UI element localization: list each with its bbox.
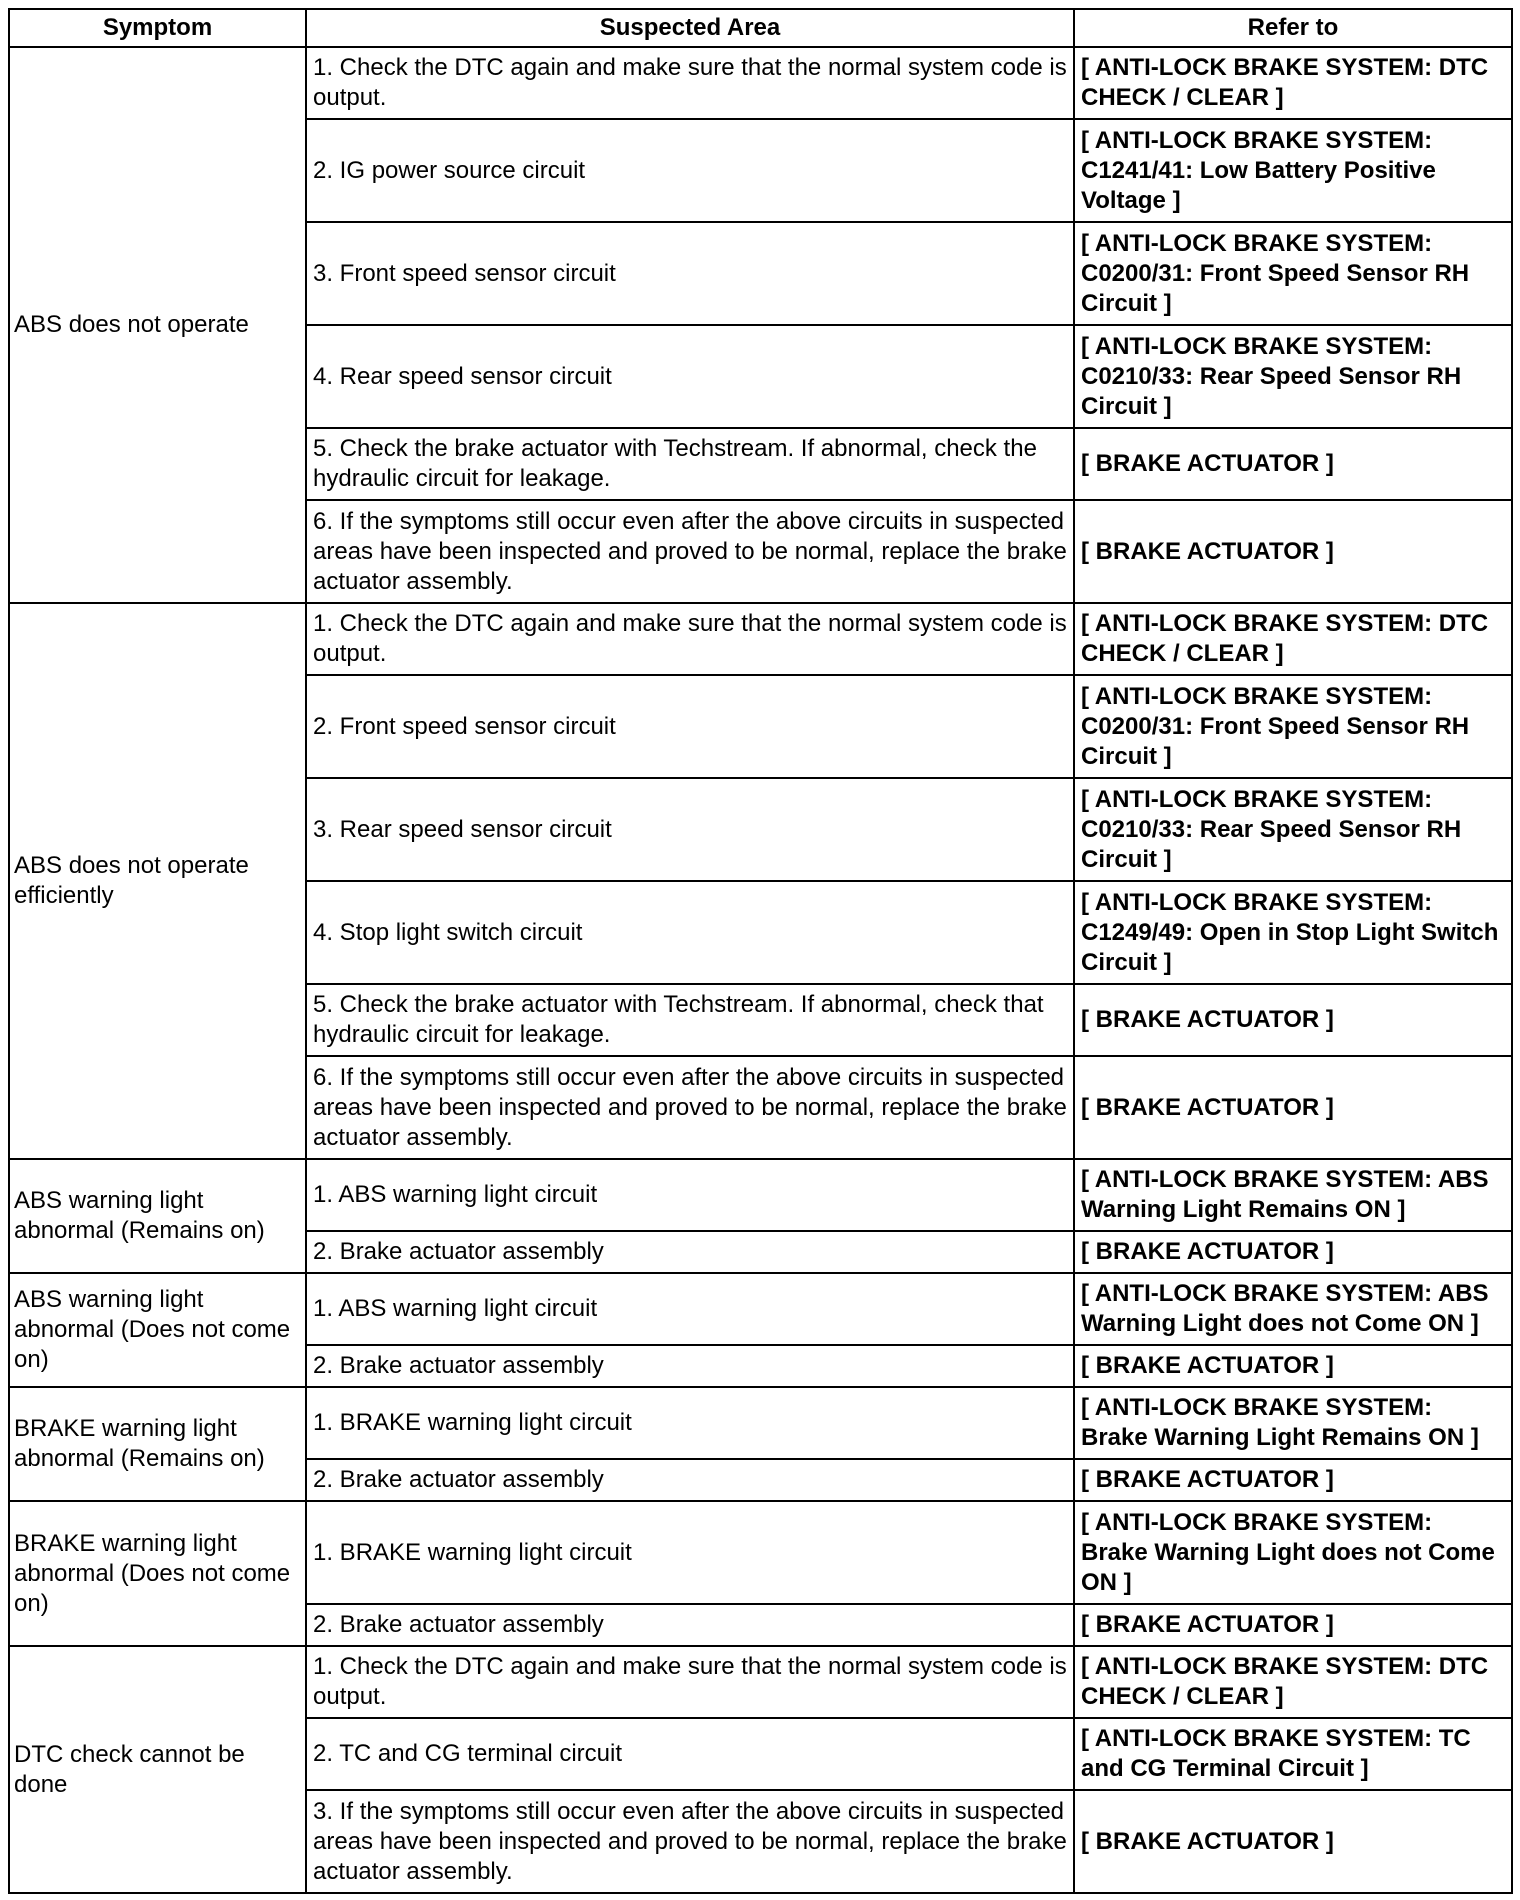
refer-to-link[interactable]: [ ANTI-LOCK BRAKE SYSTEM: ABS Warning Light Remains ON ] [1074,1159,1512,1231]
suspected-area-cell: 2. Brake actuator assembly [306,1231,1074,1273]
refer-to-link[interactable]: [ ANTI-LOCK BRAKE SYSTEM: TC and CG Terminal Circuit ] [1074,1718,1512,1790]
suspected-area-cell: 3. Front speed sensor circuit [306,222,1074,325]
table-row [9,1273,1512,1345]
suspected-area-cell: 2. Brake actuator assembly [306,1604,1074,1646]
symptom-cell: ABS does not operate [9,47,306,603]
suspected-area-cell: 1. BRAKE warning light circuit [306,1387,1074,1459]
suspected-area-cell: 6. If the symptoms still occur even after the above circuits in suspected areas have been inspected and proved to be normal, replace the brake actuator assembly. [306,500,1074,603]
suspected-area-cell: 2. Brake actuator assembly [306,1345,1074,1387]
refer-to-link[interactable]: [ ANTI-LOCK BRAKE SYSTEM: DTC CHECK / CLEAR ] [1074,1646,1512,1718]
suspected-area-cell: 3. If the symptoms still occur even after the above circuits in suspected areas have been inspected and proved to be normal, replace the brake actuator assembly. [306,1790,1074,1893]
refer-to-link[interactable]: [ ANTI-LOCK BRAKE SYSTEM: C0200/31: Front Speed Sensor RH Circuit ] [1074,675,1512,778]
symptom-cell: ABS warning light abnormal (Does not come on) [9,1273,306,1387]
refer-to-link[interactable]: [ ANTI-LOCK BRAKE SYSTEM: ABS Warning Light does not Come ON ] [1074,1273,1512,1345]
problem-symptoms-table [8,8,1513,1894]
table-row [9,1387,1512,1459]
refer-to-link[interactable]: [ BRAKE ACTUATOR ] [1074,984,1512,1056]
refer-to-link[interactable]: [ ANTI-LOCK BRAKE SYSTEM: DTC CHECK / CLEAR ] [1074,47,1512,119]
refer-to-link[interactable]: [ BRAKE ACTUATOR ] [1074,1459,1512,1501]
refer-to-link[interactable]: [ BRAKE ACTUATOR ] [1074,1231,1512,1273]
suspected-area-cell: 5. Check the brake actuator with Techstream. If abnormal, check that hydraulic circuit for leakage. [306,984,1074,1056]
table-row [9,1501,1512,1604]
suspected-area-cell: 1. Check the DTC again and make sure that the normal system code is output. [306,1646,1074,1718]
table-row [9,603,1512,675]
header-row [9,9,1512,47]
symptom-cell: BRAKE warning light abnormal (Remains on) [9,1387,306,1501]
suspected-area-cell: 5. Check the brake actuator with Techstream. If abnormal, check the hydraulic circuit for leakage. [306,428,1074,500]
refer-to-link[interactable]: [ ANTI-LOCK BRAKE SYSTEM: DTC CHECK / CLEAR ] [1074,603,1512,675]
suspected-area-cell: 4. Rear speed sensor circuit [306,325,1074,428]
suspected-area-cell: 4. Stop light switch circuit [306,881,1074,984]
table-row [9,1159,1512,1231]
symptom-cell: DTC check cannot be done [9,1646,306,1893]
header-suspected-area: Suspected Area [306,9,1074,47]
suspected-area-cell: 2. Brake actuator assembly [306,1459,1074,1501]
refer-to-link[interactable]: [ BRAKE ACTUATOR ] [1074,428,1512,500]
suspected-area-cell: 1. BRAKE warning light circuit [306,1501,1074,1604]
refer-to-link[interactable]: [ ANTI-LOCK BRAKE SYSTEM: C0200/31: Front Speed Sensor RH Circuit ] [1074,222,1512,325]
symptom-cell: BRAKE warning light abnormal (Does not come on) [9,1501,306,1646]
suspected-area-cell: 1. ABS warning light circuit [306,1273,1074,1345]
header-refer-to: Refer to [1074,9,1512,47]
refer-to-link[interactable]: [ BRAKE ACTUATOR ] [1074,1604,1512,1646]
suspected-area-cell: 2. Front speed sensor circuit [306,675,1074,778]
suspected-area-cell: 2. IG power source circuit [306,119,1074,222]
refer-to-link[interactable]: [ ANTI-LOCK BRAKE SYSTEM: C0210/33: Rear Speed Sensor RH Circuit ] [1074,778,1512,881]
refer-to-link[interactable]: [ ANTI-LOCK BRAKE SYSTEM: Brake Warning Light Remains ON ] [1074,1387,1512,1459]
suspected-area-cell: 6. If the symptoms still occur even after the above circuits in suspected areas have been inspected and proved to be normal, replace the brake actuator assembly. [306,1056,1074,1159]
refer-to-link[interactable]: [ BRAKE ACTUATOR ] [1074,500,1512,603]
refer-to-link[interactable]: [ ANTI-LOCK BRAKE SYSTEM: C0210/33: Rear Speed Sensor RH Circuit ] [1074,325,1512,428]
suspected-area-cell: 2. TC and CG terminal circuit [306,1718,1074,1790]
table-row [9,47,1512,119]
suspected-area-cell: 1. ABS warning light circuit [306,1159,1074,1231]
refer-to-link[interactable]: [ BRAKE ACTUATOR ] [1074,1790,1512,1893]
refer-to-link[interactable]: [ ANTI-LOCK BRAKE SYSTEM: C1241/41: Low Battery Positive Voltage ] [1074,119,1512,222]
suspected-area-cell: 1. Check the DTC again and make sure that the normal system code is output. [306,47,1074,119]
refer-to-link[interactable]: [ BRAKE ACTUATOR ] [1074,1345,1512,1387]
symptom-cell: ABS warning light abnormal (Remains on) [9,1159,306,1273]
suspected-area-cell: 3. Rear speed sensor circuit [306,778,1074,881]
table-row [9,1646,1512,1718]
refer-to-link[interactable]: [ ANTI-LOCK BRAKE SYSTEM: Brake Warning Light does not Come ON ] [1074,1501,1512,1604]
symptom-cell: ABS does not operate efficiently [9,603,306,1159]
header-symptom: Symptom [9,9,306,47]
problem-symptoms-table-wrapper [8,8,1513,1894]
refer-to-link[interactable]: [ BRAKE ACTUATOR ] [1074,1056,1512,1159]
suspected-area-cell: 1. Check the DTC again and make sure that the normal system code is output. [306,603,1074,675]
refer-to-link[interactable]: [ ANTI-LOCK BRAKE SYSTEM: C1249/49: Open in Stop Light Switch Circuit ] [1074,881,1512,984]
